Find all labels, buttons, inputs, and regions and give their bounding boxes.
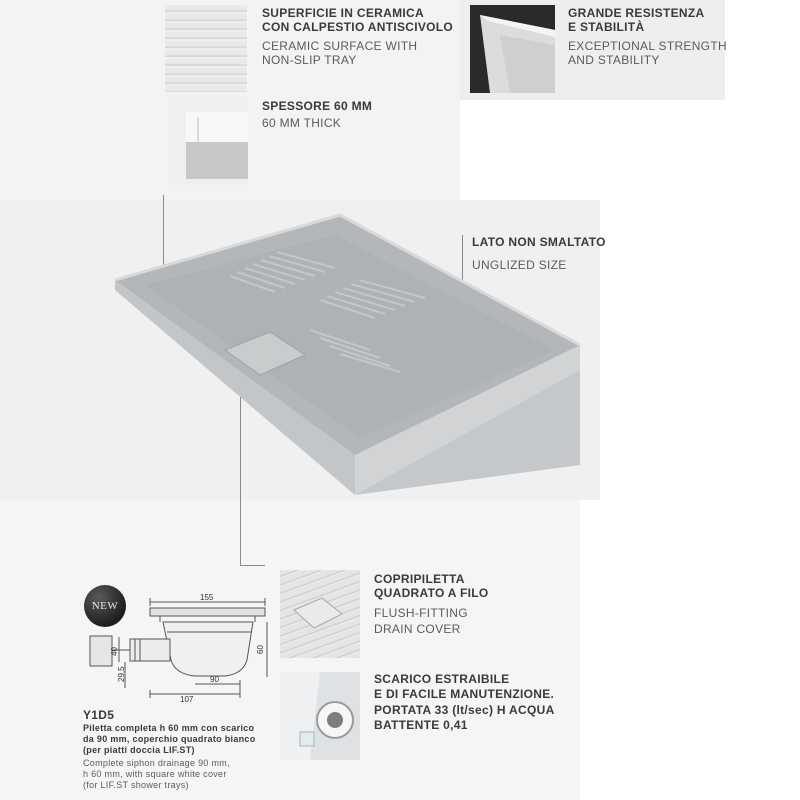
- dim-width-label: 155: [200, 593, 214, 602]
- dim-height-right-label: 60: [256, 645, 265, 654]
- removable-drain-line3: PORTATA 33 (lt/sec) H ACQUA: [374, 703, 555, 717]
- ceramic-title-line2: CON CALPESTIO ANTISCIVOLO: [262, 20, 454, 34]
- product-code: Y1D5: [83, 708, 115, 722]
- siphon-technical-drawing: [75, 592, 275, 704]
- strength-title-line1: GRANDE RESISTENZA: [568, 6, 705, 20]
- unglazed-title: LATO NON SMALTATO: [472, 235, 606, 249]
- removable-drain-line2: E DI FACILE MANUTENZIONE.: [374, 687, 555, 701]
- drain-cover-en-line2: DRAIN COVER: [374, 622, 461, 636]
- drain-leader-horizontal: [240, 565, 265, 566]
- product-it-line2: da 90 mm, coperchio quadrato bianco: [83, 734, 256, 744]
- drain-cover-en-line1: FLUSH-FITTING: [374, 606, 468, 620]
- drain-cover-title-line2: QUADRATO A FILO: [374, 586, 489, 600]
- strength-photo: [470, 5, 555, 93]
- removable-drain-photo: [280, 672, 360, 760]
- dim-90-label: 90: [210, 675, 219, 684]
- drain-cover-title-line1: COPRIPILETTA: [374, 572, 465, 586]
- ceramic-surface-photo: [165, 5, 247, 92]
- product-it-line1: Piletta completa h 60 mm con scarico: [83, 723, 255, 733]
- dim-height-left-2-label: 29,5: [117, 666, 126, 682]
- ceramic-title-line1: SUPERFICIE IN CERAMICA: [262, 6, 424, 20]
- product-it-line3: (per piatti doccia LIF.ST): [83, 745, 195, 755]
- thickness-photo: [168, 97, 248, 185]
- ceramic-en-line2: NON-SLIP TRAY: [262, 53, 357, 67]
- removable-drain-line1: SCARICO ESTRAIBILE: [374, 672, 510, 686]
- shower-tray-image: [115, 210, 590, 495]
- thickness-en: 60 MM THICK: [262, 116, 342, 130]
- product-en-line1: Complete siphon drainage 90 mm,: [83, 758, 230, 768]
- product-en-line2: h 60 mm, with square white cover: [83, 769, 227, 779]
- dim-height-left-1-label: 40: [110, 647, 119, 656]
- product-en-line3: (for LIF.ST shower trays): [83, 780, 189, 790]
- dim-107-label: 107: [180, 695, 194, 704]
- strength-en-line1: EXCEPTIONAL STRENGTH: [568, 39, 727, 53]
- thickness-title: SPESSORE 60 MM: [262, 99, 373, 113]
- strength-title-line2: E STABILITÀ: [568, 20, 645, 34]
- ceramic-en-line1: CERAMIC SURFACE WITH: [262, 39, 418, 53]
- unglazed-en: UNGLIZED SIZE: [472, 258, 567, 272]
- new-badge-label: NEW: [91, 600, 119, 612]
- drain-cover-photo: [280, 570, 360, 658]
- strength-en-line2: AND STABILITY: [568, 53, 660, 67]
- removable-drain-line4: BATTENTE 0,41: [374, 718, 468, 732]
